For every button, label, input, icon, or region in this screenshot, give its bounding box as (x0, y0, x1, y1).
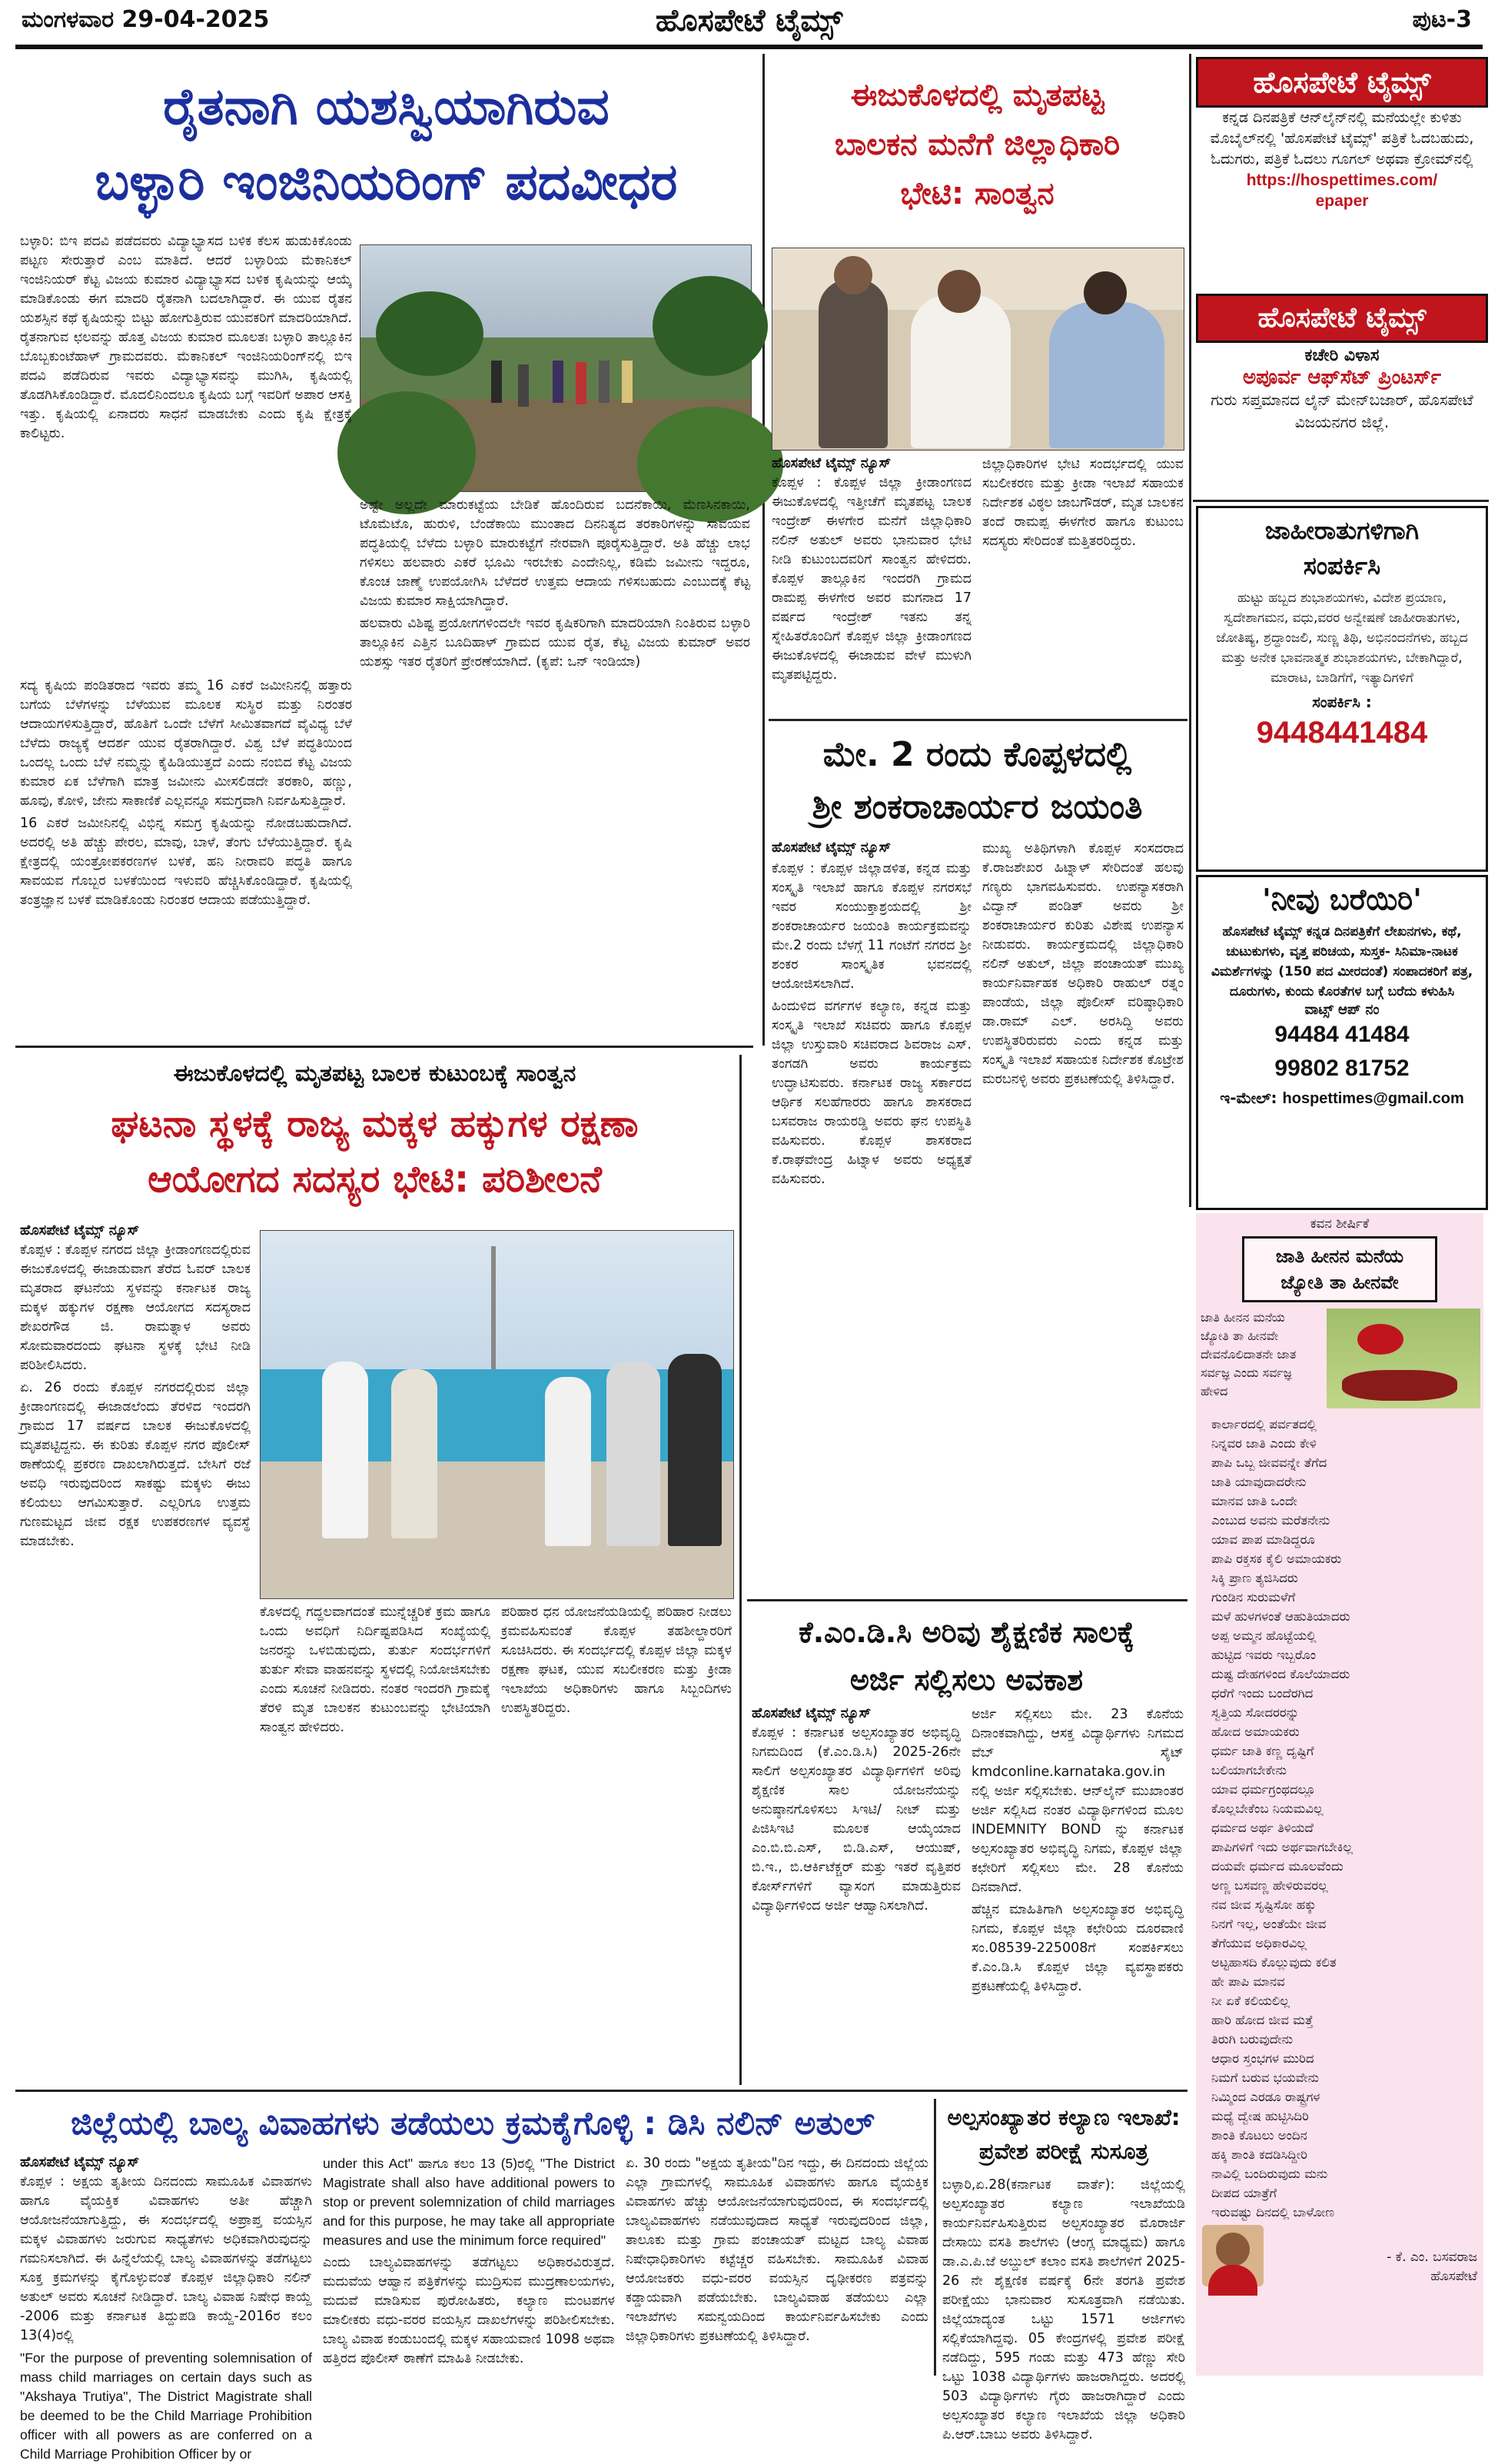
page-number: ಪುಟ-3 (1412, 6, 1472, 33)
article6-byline: ಹೊಸಪೇಟೆ ಟೈಮ್ಸ್ ನ್ಯೂಸ್ (20, 2154, 140, 2170)
article1-body-col1: ಬಳ್ಳಾರಿ: ಬಿಇ ಪದವಿ ಪಡೆದವರು ವಿದ್ಯಾಭ್ಯಾಸದ ಬಳಿಕ ಕೆಲಸ ಹುಡುಕಿಕೊಂಡು ಪಟ್ಟಣ ಸೇರುತ್ತಾರೆ ಎಂಬ ಮಾತಿದೆ. ಆದರೆ ಬಳ್ಳಾರಿಯ ಮೆಕಾನಿಕಲ್ ಇಂಜಿನಿಯರ್ ಕೆಟ್ಟ ವಿಜಯ ಕುಮಾರ ವಿದ್ಯಾಭ್ಯಾಸದ ಬಳಿಕ ಕೃಷಿಯನ್ನು ಆಯ್ಕೆ ಮಾಡಿಕೊಂಡು ಈಗ ಮಾದರಿ ರೈತನಾಗಿ ಬದಲಾಗಿದ್ದಾರೆ. ಈ ಯುವ ರೈತನ ಯಶಸ್ಸಿನ ಕಥೆ ಕೃಷಿಯನ್ನು ಬಿಟ್ಟು ಹೋಗುತ್ತಿರುವ ಯುವಕರಿಗೆ ಮಾದರಿಯಾಗಿದೆ. ರೈತನಾಗುವ ಛಲವನ್ನು ಹೊತ್ತ ವಿಜಯ ಕುಮಾರ ಮೂಲತಃ ಬಳ್ಳಾರಿ ತಾಲ್ಲೂಕಿನ ಬೊಬ್ಬಕುಂಟೆಹಾಳ್ ಗ್ರಾಮದವರು. ಮೆಕಾನಿಕಲ್ ಇಂಜಿನಿಯರಿಂಗ್‌ನಲ್ಲಿ ಬಿಇ ಪದವಿ ಪಡೆದಿರುವ ಇವರು ವಿದ್ಯಾಭ್ಯಾಸವನ್ನು ಮುಗಿಸಿ, ಕೃಷಿಯಲ್ಲಿ ತೊಡಗಿಸಿಕೊಂಡಿದ್ದಾರೆ. ಮೊದಲಿನಿಂದಲೂ ಕೃಷಿಯ ಬಗ್ಗೆ ಇವರಿಗೆ ಅಪಾರ ಆಸಕ್ತಿ ಇತ್ತು. ಕೃಷಿಯಲ್ಲಿ ಏನಾದರು ಸಾಧನೆ ಮಾಡಬೇಕು ಎಂದು ಕೃಷಿ ಕ್ಷೇತ್ರಕ್ಕೆ ಕಾಲಿಟ್ಟರು. (20, 234, 352, 441)
epaper-link-suffix[interactable]: epaper (1315, 192, 1369, 210)
poem-author-place: ಹೊಸಪೇಟೆ (1430, 2269, 1477, 2284)
ads-box: ಜಾಹೀರಾತುಗಳಿಗಾಗಿ ಸಂಪರ್ಕಿಸಿ ಹುಟ್ಟು ಹಬ್ಬದ ಶುಭಾಶಯಗಳು, ವಿದೇಶ ಪ್ರಯಾಣ, ಸ್ವದೇಶಾಗಮನ, ವಧು,ವರರ ಅನ್ವೇಷಣೆ ಜಾಹೀರಾತುಗಳು, ಜೋತಿಷ್ಯ, ಶ್ರದ್ಧಾಂಜಲಿ, ಸುಣ್ಣ ತಿಥಿ, ಅಭಿನಂದನೆಗಳು, ಹಬ್ಬದ ಮತ್ತು ಅನೇಕ ಭಾವನಾತ್ಮಕ ಶುಭಾಶಯಗಳು, ಬೇಕಾಗಿದ್ದಾರೆ, ಮಾರಾಟ, ಬಾಡಿಗೆಗೆ, ಇತ್ಯಾದಿಗಳಿಗೆ ಸಂಪರ್ಕಿಸಿ : 9448441484 (1196, 506, 1488, 872)
poem-intro: ಜಾತಿ ಹೀನನ ಮನೆಯ ಜ್ಯೋತಿ ತಾ ಹೀನವೇ ದೇವನೊಲಿದಾತನೇ ಜಾತ ಸರ್ವಜ್ಞ ಎಂದು ಸರ್ವಜ್ಞ ಹೇಳಿದ (1201, 1310, 1297, 1398)
section-rule (769, 719, 1187, 721)
article5-headline: ಕೆ.ಎಂ.ಡಿ.ಸಿ ಅರಿವು ಶೈಕ್ಷಣಿಕ ಸಾಲಕ್ಕೆ ಅರ್ಜಿ ಸಲ್ಲಿಸಲು ಅವಕಾಶ (799, 1615, 1134, 1697)
masthead: ಹೊಸಪೇಟೆ ಟೈಮ್ಸ್ (655, 3, 843, 38)
ads-phone[interactable]: 9448441484 (1256, 716, 1428, 750)
section-rule (15, 2090, 1187, 2092)
article4-body-col1: ಕೊಪ್ಪಳ : ಕೊಪ್ಪಳ ನಗರದ ಜಿಲ್ಲಾ ಕ್ರೀಡಾಂಗಣದಲ್ಲಿರುವ ಈಜುಕೊಳದಲ್ಲಿ ಈಜಾಡುವಾಗ ತೆರೆದ ಓವರ್ ಬಾಲಕ ಮೃತರಾದ ಘಟನೆಯ ಸ್ಥಳವನ್ನು ಕರ್ನಾಟಕ ರಾಜ್ಯ ಮಕ್ಕಳ ಹಕ್ಕುಗಳ ರಕ್ಷಣಾ ಆಯೋಗದ ಸದಸ್ಯರಾದ ಶೇಖರಗೌಡ ಜಿ. ರಾಮತ್ನಾಳ ಅವರು ಸೋಮವಾರದಂದು ಘಟನಾ ಸ್ಥಳಕ್ಕೆ ಭೇಟಿ ನೀಡಿ ಪರಿಶೀಲಿಸಿದರು. ಏ. 26 ರಂದು ಕೊಪ್ಪಳ ನಗರದಲ್ಲಿರುವ ಜಿಲ್ಲಾ ಕ್ರೀಡಾಂಗಣದಲ್ಲಿ ಈಜಾಡಲೆಂದು ತೆರಳಿದ ಇಂದರಗಿ ಗ್ರಾಮದ 17 ವರ್ಷದ ಬಾಲಕ ಈಜುಕೊಳದಲ್ಲಿ ಮೃತಪಟ್ಟಿದ್ದನು. ಈ ಕುರಿತು ಕೊಪ್ಪಳ ನಗರ ಪೊಲೀಸ್ ಠಾಣೆಯಲ್ಲಿ ಪ್ರಕರಣ ದಾಖಲಾಗಿರುತ್ತದೆ. ಬೇಸಿಗೆ ರಜೆ ಅವಧಿ ಇರುವುದರಿಂದ ಸಾಕಷ್ಟು ಮಕ್ಕಳು ಈಜು ಕಲಿಯಲು ಆಗಮಿಸುತ್ತಾರೆ. ಎಲ್ಲರಿಗೂ ಉತ್ತಮ ಗುಣಮಟ್ಟದ ಜೀವ ರಕ್ಷಕ ಉಪಕರಣಗಳ ವ್ಯವಸ್ಥೆ ಮಾಡಬೇಕು. (20, 1242, 251, 1549)
article4-headline: ಘಟನಾ ಸ್ಥಳಕ್ಕೆ ರಾಜ್ಯ ಮಕ್ಕಳ ಹಕ್ಕುಗಳ ರಕ್ಷಣಾ ಆಯೋಗದ ಸದಸ್ಯರ ಭೇಟಿ: ಪರಿಶೀಲನೆ (111, 1102, 639, 1201)
article3-byline: ಹೊಸಪೇಟೆ ಟೈಮ್ಸ್ ನ್ಯೂಸ್ (772, 840, 892, 856)
poem-panel (1196, 1213, 1483, 2376)
article1-body-col1b: ಸದ್ಯ ಕೃಷಿಯ ಪಂಡಿತರಾದ ಇವರು ತಮ್ಮ 16 ಎಕರೆ ಜಮೀನಿನಲ್ಲಿ ಹತ್ತಾರು ಬಗೆಯ ಬೆಳೆಗಳನ್ನು ಬೆಳೆಯುವ ಮೂಲಕ ಸುಸ್ಥಿರ ಮತ್ತು ನಿರಂತರ ಆದಾಯಗಳಿಸುತ್ತಿದ್ದಾರೆ, ಹೊತಿಗೆ ಒಂದೇ ಬೆಳೆಗೆ ಸೀಮಿತವಾಗದೆ ವೈವಿಧ್ಯ ಬೆಳೆ ಬೆಳೆದು ರಾಜ್ಯಕ್ಕೆ ಆದರ್ಶ ಯುವ ರೈತರಾಗಿದ್ದಾರೆ. ವಿಶ್ವ ಬೆಳೆ ಪದ್ಧತಿಯಿಂದ ಒಂದಲ್ಲ ಒಂದು ಬೆಳೆ ನಮ್ಮನ್ನು ಕೈಹಿಡಿಯುತ್ತದೆ ಎಂದು ನಂಬಿದ ಕೆಟ್ಟ ವಿಜಯ ಕುಮಾರ ಏಕ ಬೆಳೆಗಾಗಿ ಮಾತ್ರ ಜಮೀನು ಮೀಸಲಿಡದೇ ತರಕಾರಿ, ಹಣ್ಣು, ಹೂವು, ಕೋಳಿ, ಜೇನು ಸಾಕಾಣಿಕೆ ಎಲ್ಲವನ್ನೂ ಸಮಗ್ರವಾಗಿ ನಿರ್ವಹಿಸುತ್ತಿದ್ದಾರೆ. 16 ಎಕರೆ ಜಮೀನಿನಲ್ಲಿ ವಿಭಿನ್ನ ಸಮಗ್ರ ಕೃಷಿಯನ್ನು ನೋಡಬಹುದಾಗಿದೆ. ಅದರಲ್ಲಿ ಅತಿ ಹೆಚ್ಚು ಪೇರಲ, ಮಾವು, ಬಾಳೆ, ತೆಂಗು ಬೆಳೆಯುತ್ತಿದ್ದಾರೆ. ಕೃಷಿ ಕ್ಷೇತ್ರದಲ್ಲಿ ಯಂತ್ರೋಪಕರಣಗಳ ಬಳಕೆ, ಹನಿ ನೀರಾವರಿ ಪದ್ಧತಿ ಹಾಗೂ ಸಾವಯವ ಗೊಬ್ಬರ ಬಳಕೆಯಿಂದ ಇಳುವರಿ ಹೆಚ್ಚಿಸಿಕೊಂಡಿದ್ದಾರೆ. ಕೃಷಿಯಲ್ಲಿ ತಂತ್ರಜ್ಞಾನ ಬಳಕೆ ಮಾಡಿಕೊಂಡು ನಿರಂತರ ಆದಾಯ ಪಡೆಯುತ್ತಿದ್ದಾರೆ. (20, 678, 352, 908)
column-rule (762, 54, 765, 1046)
section-rule (747, 1599, 1187, 1601)
article6-body-col1: ಕೊಪ್ಪಳ : ಅಕ್ಷಯ ತೃತೀಯ ದಿನದಂದು ಸಾಮೂಹಿಕ ವಿವಾಹಗಳು ಹಾಗೂ ವೈಯಕ್ತಿಕ ವಿವಾಹಗಳು ಅತೀ ಹೆಚ್ಚಾಗಿ ಆಯೋಜನೆಯಾಗುತ್ತಿದ್ದು, ಈ ಸಂದರ್ಭದಲ್ಲಿ ಅಪ್ರಾಪ್ತ ವಯಸ್ಸಿನ ಮಕ್ಕಳ ವಿವಾಹಗಳು ಜರುಗುವ ಸಾಧ್ಯತೆಗಳು ಅಧಿಕವಾಗಿರುವುದನ್ನು ಗಮನಿಸಲಾಗಿದೆ. ಈ ಹಿನ್ನೆಲೆಯಲ್ಲಿ ಬಾಲ್ಯ ವಿವಾಹಗಳನ್ನು ತಡೆಗಟ್ಟಲು ಸೂಕ್ತ ಕ್ರಮಗಳನ್ನು ಕೈಗೊಳ್ಳುವಂತೆ ಕೊಪ್ಪಳ ಜಿಲ್ಲಾಧಿಕಾರಿ ನಲಿನ್ ಅತುಲ್ ಅವರು ಸೂಚನೆ ನೀಡಿದ್ದಾರೆ. ಬಾಲ್ಯ ವಿವಾಹ ನಿಷೇಧ ಕಾಯ್ದೆ -2006 ಮತ್ತು ಕರ್ನಾಟಕ ತಿದ್ದುಪಡಿ ಕಾಯ್ದೆ-2016ರ ಕಲಂ 13(4)ರಲ್ಲಿ "For the purpose of preventing solemnisation of mass child marriages on certain days such as "Akshaya Trutiya", The District Magistrate shall be deemed to be the Child Marriage Prohibition officer with all powers as are conferred on a Child Marriage Prohibition Officer by or (20, 2174, 312, 2462)
dc-visit-photo (772, 248, 1184, 451)
poem-illustration (1327, 1308, 1480, 1408)
article5-byline: ಹೊಸಪೇಟೆ ಟೈಮ್ಸ್ ನ್ಯೂಸ್ (752, 1705, 872, 1721)
article6-body-col3: ಏ. 30 ರಂದು "ಅಕ್ಷಯ ತೃತೀಯ"ದಿನ ಇದ್ದು, ಈ ದಿನದಂದು ಜಿಲ್ಲೆಯ ಎಲ್ಲಾ ಗ್ರಾಮಗಳಲ್ಲಿ ಸಾಮೂಹಿಕ ವಿವಾಹಗಳು ಹಾಗೂ ವೈಯಕ್ತಿಕ ವಿವಾಹಗಳು ಹೆಚ್ಚು ಆಯೋಜನೆಯಾಗುವುದರಿಂದ, ಈ ಸಂದರ್ಭದಲ್ಲಿ ಬಾಲ್ಯವಿವಾಹಗಳು ನಡೆಯುವುದಾದ ಸಾಧ್ಯತೆ ಇರುವುದರಿಂದ ಜಿಲ್ಲಾ, ತಾಲೂಕು ಮತ್ತು ಗ್ರಾಮ ಪಂಚಾಯತ್ ಮಟ್ಟದ ಬಾಲ್ಯ ವಿವಾಹ ನಿಷೇಧಾಧಿಕಾರಿಗಳು ಕಟ್ಟೆಚ್ಚರ ವಹಿಸಬೇಕು. ಸಾಮೂಹಿಕ ವಿವಾಹ ಆಯೋಜಕರು ವಧು-ವರರ ವಯಸ್ಸಿನ ದೃಢೀಕರಣ ಪತ್ರವನ್ನು ಕಡ್ಡಾಯವಾಗಿ ಪಡೆಯಬೇಕು. ಬಾಲ್ಯವಿವಾಹ ತಡೆಯಲು ಎಲ್ಲಾ ಇಲಾಖೆಗಳು ಸಮನ್ವಯದಿಂದ ಕಾರ್ಯನಿರ್ವಹಿಸಬೇಕು ಎಂದು ಜಿಲ್ಲಾಧಿಕಾರಿಗಳು ಪ್ರಕಟಣೆಯಲ್ಲಿ ತಿಳಿಸಿದ್ದಾರೆ. (626, 2156, 928, 2344)
article6-body-col2: under this Act" ಹಾಗೂ ಕಲಂ 13 (5)ರಲ್ಲಿ "The District Magistrate shall also have additional powers to stop or prevent solemnization of child marriages and for this purpose, he may take all appropriate measures and use the minimum force required" ಎಂದು ಬಾಲ್ಯವಿವಾಹಗಳನ್ನು ತಡೆಗಟ್ಟಲು ಅಧಿಕಾರವಿರುತ್ತದೆ. ಮದುವೆಯ ಆಹ್ವಾನ ಪತ್ರಿಕೆಗಳನ್ನು ಮುದ್ರಿಸುವ ಮುದ್ರಣಾಲಯಗಳು, ಮದುವೆ ಮಾಡಿಸುವ ಪುರೋಹಿತರು, ಕಲ್ಯಾಣ ಮಂಟಪಗಳ ಮಾಲೀಕರು ವಧು-ವರರ ವಯಸ್ಸಿನ ದಾಖಲೆಗಳನ್ನು ಪರಿಶೀಲಿಸಬೇಕು. ಬಾಲ್ಯ ವಿವಾಹ ಕಂಡುಬಂದಲ್ಲಿ ಮಕ್ಕಳ ಸಹಾಯವಾಣಿ 1098 ಅಥವಾ ಹತ್ತಿರದ ಪೊಲೀಸ್ ಠಾಣೆಗೆ ಮಾಹಿತಿ ನೀಡಬೇಕು. (323, 2156, 615, 2366)
article4-body-col3: ಪರಿಹಾರ ಧನ ಯೋಜನೆಯಡಿಯಲ್ಲಿ ಪರಿಹಾರ ನೀಡಲು ಕ್ರಮವಹಿಸುವಂತೆ ಕೊಪ್ಪಳ ತಹಶೀಲ್ದಾರರಿಗೆ ಸೂಚಿಸಿದರು. ಈ ಸಂದರ್ಭದಲ್ಲಿ ಕೊಪ್ಪಳ ಜಿಲ್ಲಾ ಮಕ್ಕಳ ರಕ್ಷಣಾ ಘಟಕ, ಯುವ ಸಬಲೀಕರಣ ಮತ್ತು ಕ್ರೀಡಾ ಇಲಾಖೆಯ ಅಧಿಕಾರಿಗಳು ಹಾಗೂ ಸಿಬ್ಬಂದಿಗಳು ಉಪಸ್ಥಿತರಿದ್ದರು. (501, 1604, 732, 1716)
article1-body-col2: ಅಷ್ಟೇ ಅಲ್ಲದೇ ಮಾರುಕಟ್ಟೆಯ ಬೇಡಿಕೆ ಹೊಂದಿರುವ ಬದನೆಕಾಯಿ, ಮೆಣಸಿನಕಾಯಿ, ಟೊಮೆಟೊ, ಹುರುಳಿ, ಬೆಂಡೆಕಾಯಿ ಮುಂತಾದ ದಿನನಿತ್ಯದ ತರಕಾರಿಗಳನ್ನು ಸಾವಯವ ಪದ್ಧತಿಯಲ್ಲಿ ಬೆಳೆದು ಬಳ್ಳಾರಿ ಮಾರುಕಟ್ಟೆಗೆ ನೇರವಾಗಿ ಪೂರೈಸುತ್ತಿದ್ದಾರೆ. ಅತಿ ಹೆಚ್ಚು ಲಾಭ ಗಳಿಸಲು ಹಲವಾರು ಎಕರೆ ಭೂಮಿ ಇರಬೇಕು ಎಂದೇನಿಲ್ಲ, ಕಡಿಮೆ ಜಮೀನು ಇದ್ದರೂ, ಕೊಂಚ ಜಾಣ್ಮೆ ಉಪಯೋಗಿಸಿ ಬೆಳೆದರೆ ಉತ್ತಮ ಆದಾಯ ಗಳಿಸಬಹುದು ಎಂಬುದಕ್ಕೆ ಕೆಟ್ಟ ವಿಜಯ ಕುಮಾರ ಸಾಕ್ಷಿಯಾಗಿದ್ದಾರೆ. ಹಲವಾರು ವಿಶಿಷ್ಟ ಪ್ರಯೋಗಗಳಿಂದಲೇ ಇವರ ಕೃಷಿಕರಿಗಾಗಿ ಮಾದರಿಯಾಗಿ ನಿಂತಿರುವ ಬಳ್ಳಾರಿ ತಾಲ್ಲೂಕಿನ ಎತ್ತಿನ ಬೂದಿಹಾಳ್ ಗ್ರಾಮದ ಯುವ ರೈತ, ಕೆಟ್ಟ ವಿಜಯ ಕುಮಾರ್ ಅವರ ಯಶಸ್ಸು ಇತರ ರೈತರಿಗೆ ಪ್ರೇರಣೆಯಾಗಿದೆ. (ಕೃಪೆ: ಒನ್ ಇಂಡಿಯಾ) (360, 497, 750, 670)
article4-body-col2: ಕೊಳದಲ್ಲಿ ಗದ್ದಲವಾಗದಂತೆ ಮುನ್ನೆಚ್ಚರಿಕೆ ಕ್ರಮ ಹಾಗೂ ಒಂದು ಅವಧಿಗೆ ನಿರ್ದಿಷ್ಟಪಡಿಸಿದ ಸಂಖ್ಯೆಯಲ್ಲಿ ಜನರನ್ನು ಒಳಬಿಡುವುದು, ತುರ್ತು ಸಂದರ್ಭಗಳಿಗೆ ತುರ್ತು ಸೇವಾ ವಾಹನವನ್ನು ಸ್ಥಳದಲ್ಲಿ ನಿಯೋಜಿಸಬೇಕು ಎಂದು ಸೂಚನೆ ನೀಡಿದರು. ನಂತರ ಇಂದರಗಿ ಗ್ರಾಮಕ್ಕೆ ತೆರಳಿ ಮೃತ ಬಾಲಕನ ಕುಟುಂಬವನ್ನು ಭೇಟಿಯಾಗಿ ಸಾಂತ್ವನ ಹೇಳಿದರು. (260, 1604, 490, 1735)
article7-body: ಬಳ್ಳಾರಿ,ಏ.28(ಕರ್ನಾಟಕ ವಾರ್ತೆ): ಜಿಲ್ಲೆಯಲ್ಲಿ ಅಲ್ಪಸಂಖ್ಯಾತರ ಕಲ್ಯಾಣ ಇಲಾಖೆಯಡಿ ಕಾರ್ಯನಿರ್ವಹಿಸುತ್ತಿರುವ ಅಲ್ಪಸಂಖ್ಯಾತರ ಮೊರಾರ್ಜಿ ದೇಸಾಯಿ ವಸತಿ ಶಾಲೆಗಳು (ಆಂಗ್ಲ ಮಾಧ್ಯಮ) ಹಾಗೂ ಡಾ.ಎ.ಪಿ.ಜೆ ಅಬ್ದುಲ್ ಕಲಾಂ ವಸತಿ ಶಾಲೆಗಳಿಗೆ 2025-26 ನೇ ಶೈಕ್ಷಣಿಕ ವರ್ಷಕ್ಕೆ 6ನೇ ತರಗತಿ ಪ್ರವೇಶ ಪರೀಕ್ಷೆಯು ಭಾನುವಾರ ಸುಸೂತ್ರವಾಗಿ ನಡೆಯಿತು. ಜಿಲ್ಲೆಯಾದ್ಯಂತ ಒಟ್ಟು 1571 ಅರ್ಜಿಗಳು ಸಲ್ಲಿಕೆಯಾಗಿದ್ದವು. 05 ಕೇಂದ್ರಗಳಲ್ಲಿ ಪ್ರವೇಶ ಪರೀಕ್ಷೆ ನಡೆದಿದ್ದು, 595 ಗಂಡು ಮತ್ತು 473 ಹೆಣ್ಣು ಸೇರಿ ಒಟ್ಟು 1038 ವಿದ್ಯಾರ್ಥಿಗಳು ಹಾಜರಾಗಿದ್ದರು. ಅದರಲ್ಲಿ 503 ವಿದ್ಯಾರ್ಥಿಗಳು ಗೈರು ಹಾಜರಾಗಿದ್ದಾರೆ ಎಂದು ಅಲ್ಪಸಂಖ್ಯಾತರ ಕಲ್ಯಾಣ ಇಲಾಖೆಯ ಜಿಲ್ಲಾ ಅಧಿಕಾರಿ ಪಿ.ಆರ್.ಬಾಬು ಅವರು ತಿಳಿಸಿದ್ದಾರೆ. (942, 2177, 1185, 2442)
epaper-link[interactable]: https://hospettimes.com/ (1246, 171, 1438, 189)
article7-headline: ಅಲ್ಪಸಂಖ್ಯಾತರ ಕಲ್ಯಾಣ ಇಲಾಖೆ: ಪ್ರವೇಶ ಪರೀಕ್ಷೆ ಸುಸೂತ್ರ (947, 2104, 1181, 2164)
section-rule (15, 1046, 753, 1048)
author-photo (1202, 2225, 1264, 2286)
poem-author: - ಕೆ. ಎಂ. ಬಸವರಾಜ (1387, 2250, 1477, 2265)
poem-body: ಕಾರ್ಲಾರದಲ್ಲಿ ಪರ್ವತದಲ್ಲಿ ನಿನ್ನವರ ಜಾತಿ ಎಂದು ಕೇಳಿ ಪಾಪಿ ಒಬ್ಬ ಜೀವವನ್ನೇ ತೆಗೆದ ಜಾತಿ ಯಾವುದಾದರೇನು ಮಾನವ ಜಾತಿ ಒಂದೇ ಎಂಬುದ ಅವನು ಮರೆತನೇನು ಯಾವ ಪಾಪ ಮಾಡಿದ್ದರೂ ಪಾಪಿ ರಕ್ತಸಕ ಕೈಲಿ ಅಮಾಯಕರು ಸಿಕ್ಕಿ ಪ್ರಾಣ ತ್ಯಜಿಸಿದರು ಗುಂಡಿನ ಸುರುಮಳೆಗೆ ಮಳೆ ಹುಳಗಳಂತೆ ಆಹುತಿಯಾದರು ಅಪ್ಪ ಅಮ್ಮನ ಹೊಟ್ಟೆಯಲ್ಲಿ ಹುಟ್ಟಿದ ಇವರು ಇಬ್ಬರೊಂ ದುಷ್ಟ ದೇಹಗಳಿಂದ ಕೊಲೆಯಾದರು ಧರೆಗೆ ಇಂದು ಬಂದೆರಗಿದ ಸ್ವತ್ತಿಯ ಸೋದರರನ್ನು ಹೋದ ಅಮಾಯಕರು ಧರ್ಮ ಜಾತಿ ಕಣ್ಣ ದೃಷ್ಟಿಗೆ ಬಲಿಯಾಗಬೇಕೇನು ಯಾವ ಧರ್ಮಗ್ರಂಥದಲ್ಲೂ ಕೊಲ್ಲಬೇಕೆಂಬ ನಿಯಮವಿಲ್ಲ ಧರ್ಮದ ಅರ್ಥ ತಿಳಿಯದೆ ಪಾಪಿಗಳಿಗೆ ಇದು ಅರ್ಥವಾಗಬೇಕಿಲ್ಲ ದಯವೇ ಧರ್ಮದ ಮೂಲವೆಂದು ಅಣ್ಣ ಬಸವಣ್ಣ ಹೇಳಿರುವರಲ್ಲ ನವ ಜೀವ ಸೃಷ್ಟಿಸೋ ಹಕ್ಕು ನಿನಗೆ ಇಲ್ಲ, ಅಂತೆಯೇ ಜೀವ ತೆಗೆಯುವ ಅಧಿಕಾರವಿಲ್ಲ ಅಟ್ಟಹಾಸದಿ ಕೊಲ್ಲುವುದು ಕಲಿತ ಹೇ ಪಾಪಿ ಮಾನವ ನೀ ಏಕೆ ಕಲಿಯಲಿಲ್ಲ ಹಾರಿ ಹೋದ ಜೀವ ಮತ್ತೆ ತಿರುಗಿ ಬರುವುದೇನು ಆಧಾರ ಸ್ತಂಭಗಳ ಮುರಿದ ನಿಮಗೆ ಬರುವ ಭಯವೇನು ನಿಮ್ಮಿಂದ ಎರಡೂ ರಾಷ್ಟ್ರಗಳ ಮಧ್ಯೆ ದ್ವೇಷ ಹುಟ್ಟಿಸಿದಿರಿ ಶಾಂತಿ ಕೊಟಲು ಅಂದಿನ ಹಕ್ಕಿ ಶಾಂತಿ ಕದಡಿಸಿದ್ದೀರಿ ನಾವಿಲ್ಲಿ ಬಂದಿರುವುದು ಮನು ದೀಪದ ಯಾತ್ರೆಗೆ ಇರುವಷ್ಟು ದಿನದಲ್ಲಿ ಬಾಳೋಣ (1211, 1417, 1354, 2220)
write-phone-1[interactable]: 94484 41484 (1274, 1022, 1410, 1047)
header-rule (15, 45, 1483, 49)
article2-headline: ಈಜುಕೊಳದಲ್ಲಿ ಮೃತಪಟ್ಟ ಬಾಲಕನ ಮನೆಗೆ ಜಿಲ್ಲಾಧಿಕಾರಿ ಭೇಟಿ: ಸಾಂತ್ವನ (834, 78, 1121, 211)
article3-body-col2: ಮುಖ್ಯ ಅತಿಥಿಗಳಾಗಿ ಕೊಪ್ಪಳ ಸಂಸದರಾದ ಕೆ.ರಾಜಶೇಖರ ಹಿಟ್ನಾಳ್ ಸೇರಿದಂತೆ ಹಲವು ಗಣ್ಯರು ಭಾಗವಹಿಸುವರು. ಉಪನ್ಯಾಸಕರಾಗಿ ವಿದ್ವಾನ್ ಪಂಡಿತ್ ಅವರು ಶ್ರೀ ಶಂಕರಾಚಾರ್ಯರ ಕುರಿತು ವಿಶೇಷ ಉಪನ್ಯಾಸ ನೀಡುವರು. ಕಾರ್ಯಕ್ರಮದಲ್ಲಿ ಜಿಲ್ಲಾಧಿಕಾರಿ ನಲಿನ್ ಅತುಲ್, ಜಿಲ್ಲಾ ಪಂಚಾಯತ್ ಮುಖ್ಯ ಕಾರ್ಯನಿರ್ವಾಹಕ ಅಧಿಕಾರಿ ರಾಹುಲ್ ರತ್ನಂ ಪಾಂಡೆಯ, ಜಿಲ್ಲಾ ಪೊಲೀಸ್ ವರಿಷ್ಠಾಧಿಕಾರಿ ಡಾ.ರಾಮ್ ಎಲ್. ಅರಸಿದ್ದಿ ಅವರು ಉಪಸ್ಥಿತರಿರುವರು ಎಂದು ಕನ್ನಡ ಮತ್ತು ಸಂಸ್ಕೃತಿ ಇಲಾಖೆ ಸಹಾಯಕ ನಿರ್ದೇಶಕ ಕೊಟ್ರೇಶ ಮರಬನಳ್ಳಿ ಅವರು ಪ್ರಕಟಣೆಯಲ್ಲಿ ತಿಳಿಸಿದ್ದಾರೆ. (982, 841, 1184, 1087)
write-phone-2[interactable]: 99802 81752 (1274, 1056, 1410, 1081)
sidebar-brand-2: ಹೊಸಪೇಟೆ ಟೈಮ್ಸ್ (1196, 294, 1488, 343)
article2-body-col1: ಕೊಪ್ಪಳ : ಕೊಪ್ಪಳ ಜಿಲ್ಲಾ ಕ್ರೀಡಾಂಗಣದ ಈಜುಕೊಳದಲ್ಲಿ ಇತ್ತೀಚೆಗೆ ಮೃತಪಟ್ಟ ಬಾಲಕ ಇಂದ್ರೇಶ್ ಈಳಗೇರ ಮನೆಗೆ ಜಿಲ್ಲಾಧಿಕಾರಿ ನಲಿನ್ ಅತುಲ್ ಅವರು ಭಾನುವಾರ ಭೇಟಿ ನೀಡಿ ಕುಟುಂಬದವರಿಗೆ ಸಾಂತ್ವನ ಹೇಳಿದರು. ಕೊಪ್ಪಳ ತಾಲ್ಲೂಕಿನ ಇಂದರಗಿ ಗ್ರಾಮದ ರಾಮಪ್ಪ ಈಳಗೇರ ಅವರ ಮಗನಾದ 17 ವರ್ಷದ ಇಂದ್ರೇಶ್ ಇತನು ತನ್ನ ಸ್ನೇಹಿತರೊಂದಿಗೆ ಕೊಪ್ಪಳ ಜಿಲ್ಲಾ ಕ್ರೀಡಾಂಗಣದ ಈಜುಕೊಳದಲ್ಲಿ ಈಜಾಡುವ ವೇಳೆ ಮುಳುಗಿ ಮೃತಪಟ್ಟಿದ್ದರು. (772, 475, 972, 683)
email-link[interactable]: hospettimes@gmail.com (1282, 1090, 1464, 1107)
epaper-box: ಕನ್ನಡ ದಿನಪತ್ರಿಕೆ ಆನ್‌ಲೈನ್‌ನಲ್ಲಿ ಮನೆಯಲ್ಲೇ ಕುಳಿತು ಮೊಬೈಲ್‌ನಲ್ಲಿ 'ಹೊಸಪೇಟೆ ಟೈಮ್ಸ್' ಪತ್ರಿಕೆ ಓದಬಹುದು, ಓದುಗರು, ಪತ್ರಿಕೆ ಓದಲು ಗೂಗಲ್ ಅಥವಾ ಕ್ರೋಮ್‌ನಲ್ಲಿ https://hospettimes.com/ epaper (1196, 108, 1488, 286)
pool-visit-photo (260, 1230, 734, 1599)
article3-headline: ಮೇ. 2 ರಂದು ಕೊಪ್ಪಳದಲ್ಲಿ ಶ್ರೀ ಶಂಕರಾಚಾರ್ಯರ ಜಯಂತಿ (812, 735, 1143, 826)
office-address-box: ಕಚೇರಿ ವಿಳಾಸ ಅಪೂರ್ವ ಆಫ್‌ಸೆಟ್ ಪ್ರಿಂಟರ್ಸ್ ಗುರು ಸಪ್ತಮಾನದ ಲೈನ್ ಮೇನ್‌ಬಜಾರ್, ಹೊಸಪೇಟೆ ವಿಜಯನಗರ ಜಿಲ್ಲೆ. (1211, 346, 1473, 431)
article2-byline: ಹೊಸಪೇಟೆ ಟೈಮ್ಸ್ ನ್ಯೂಸ್ (772, 455, 892, 471)
farm-photo (360, 244, 752, 492)
column-rule (739, 1055, 742, 2085)
column-rule (934, 2099, 936, 2376)
column-rule (1189, 54, 1191, 1207)
poem-title: ಜಾತಿ ಹೀನನ ಮನೆಯ ಜ್ಯೋತಿ ತಾ ಹೀನವೇ (1242, 1236, 1437, 1302)
article2-body-col2: ಜಿಲ್ಲಾಧಿಕಾರಿಗಳ ಭೇಟಿ ಸಂದರ್ಭದಲ್ಲಿ ಯುವ ಸಬಲೀಕರಣ ಮತ್ತು ಕ್ರೀಡಾ ಇಲಾಖೆ ಸಹಾಯಕ ನಿರ್ದೇಶಕ ವಿಠ್ಠಲ ಜಾಬಗೌಡರ್, ಮೃತ ಬಾಲಕನ ತಂದೆ ರಾಮಪ್ಪ ಈಳಗೇರ ಹಾಗೂ ಕುಟುಂಬ ಸದಸ್ಯರು ಸೇರಿದಂತೆ ಮತ್ತಿತರರಿದ್ದರು. (982, 457, 1184, 549)
article5-body-col2: ಅರ್ಜಿ ಸಲ್ಲಿಸಲು ಮೇ. 23 ಕೊನೆಯ ದಿನಾಂಕವಾಗಿದ್ದು, ಆಸಕ್ತ ವಿದ್ಯಾರ್ಥಿಗಳು ನಿಗಮದ ವೆಬ್ ಸೈಟ್ kmdconline.karnataka.gov.in ನಲ್ಲಿ ಅರ್ಜಿ ಸಲ್ಲಿಸಬೇಕು. ಆನ್‌ಲೈನ್ ಮುಖಾಂತರ ಅರ್ಜಿ ಸಲ್ಲಿಸಿದ ನಂತರ ವಿದ್ಯಾರ್ಥಿಗಳಿಂದ ಮೂಲ INDEMNITY BOND ನ್ನು ಕರ್ನಾಟಕ ಅಲ್ಪಸಂಖ್ಯಾತರ ಅಭಿವೃದ್ಧಿ ನಿಗಮ, ಕೊಪ್ಪಳ ಜಿಲ್ಲಾ ಕಛೇರಿಗೆ ಸಲ್ಲಿಸಲು ಮೇ. 28 ಕೊನೆಯ ದಿನವಾಗಿದೆ. ಹೆಚ್ಚಿನ ಮಾಹಿತಿಗಾಗಿ ಅಲ್ಪಸಂಖ್ಯಾತರ ಅಭಿವೃದ್ಧಿ ನಿಗಮ, ಕೊಪ್ಪಳ ಜಿಲ್ಲಾ ಕಛೇರಿಯ ದೂರವಾಣಿ ಸಂ.08539-225008ಗೆ ಸಂಪರ್ಕಿಸಲು ಕೆ.ಎಂ.ಡಿ.ಸಿ ಕೊಪ್ಪಳ ಜಿಲ್ಲಾ ವ್ಯವಸ್ಥಾಪಕರು ಪ್ರಕಟಣೆಯಲ್ಲಿ ತಿಳಿಸಿದ್ದಾರೆ. (972, 1707, 1184, 1994)
write-to-us-box: 'ನೀವು ಬರೆಯಿರಿ' ಹೊಸಪೇಟೆ ಟೈಮ್ಸ್ ಕನ್ನಡ ದಿನಪತ್ರಿಕೆಗೆ ಲೇಖನಗಳು, ಕಥೆ, ಚುಟುಕುಗಳು, ವೃತ್ತ ಪರಿಚಯ, ಸುಸ್ತಕ- ಸಿನಿಮಾ-ನಾಟಕ ವಿಮರ್ಶೆಗಳನ್ನು (150 ಪದ ಮೀರದಂತೆ) ಸಂಪಾದಕರಿಗೆ ಪತ್ರ, ದೂರುಗಳು, ಕುಂದು ಕೊರತೆಗಳ ಬಗ್ಗೆ ಬರೆದು ಕಳುಹಿಸಿ ವಾಟ್ಸ್ ಆಪ್ ನಂ 94484 41484 99802 81752 ಇ-ಮೇಲ್: hospettimes@gmail.com (1196, 875, 1488, 1210)
article4-kicker: ಈಜುಕೊಳದಲ್ಲಿ ಮೃತಪಟ್ಟ ಬಾಲಕ ಕುಟುಂಬಕ್ಕೆ ಸಾಂತ್ವನ (173, 1060, 576, 1087)
article3-body-col1: ಕೊಪ್ಪಳ : ಕೊಪ್ಪಳ ಜಿಲ್ಲಾಡಳಿತ, ಕನ್ನಡ ಮತ್ತು ಸಂಸ್ಕೃತಿ ಇಲಾಖೆ ಹಾಗೂ ಕೊಪ್ಪಳ ನಗರಸಭೆ ಇವರ ಸಂಯುಕ್ತಾಶ್ರಯದಲ್ಲಿ ಶ್ರೀ ಶಂಕರಾಚಾರ್ಯರ ಜಯಂತಿ ಕಾರ್ಯಕ್ರಮವನ್ನು ಮೇ.2 ರಂದು ಬೆಳಗ್ಗೆ 11 ಗಂಟೆಗೆ ನಗರದ ಶ್ರೀ ಶಂಕರ ಸಾಂಸ್ಕೃತಿಕ ಭವನದಲ್ಲಿ ಆಯೋಜಿಸಲಾಗಿದೆ. ಹಿಂದುಳಿದ ವರ್ಗಗಳ ಕಲ್ಯಾಣ, ಕನ್ನಡ ಮತ್ತು ಸಂಸ್ಕೃತಿ ಇಲಾಖೆ ಸಚಿವರು ಹಾಗೂ ಕೊಪ್ಪಳ ಜಿಲ್ಲಾ ಉಸ್ತುವಾರಿ ಸಚಿವರಾದ ಶಿವರಾಜ ಎಸ್. ತಂಗಡಗಿ ಅವರು ಕಾರ್ಯಕ್ರಮ ಉದ್ಘಾಟಿಸುವರು. ಕರ್ನಾಟಕ ರಾಜ್ಯ ಸರ್ಕಾರದ ಆರ್ಥಿಕ ಸಲಹೆಗಾರರು ಹಾಗೂ ಶಾಸಕರಾದ ಬಸವರಾಜ ರಾಯರಡ್ಡಿ ಅವರು ಘನ ಉಪಸ್ಥಿತಿ ವಹಿಸುವರು. ಕೊಪ್ಪಳ ಶಾಸಕರಾದ ಕೆ.ರಾಘವೇಂದ್ರ ಹಿಟ್ನಾಳ ಅವರು ಅಧ್ಯಕ್ಷತೆ ವಹಿಸುವರು. (772, 861, 972, 1187)
issue-date: ಮಂಗಳವಾರ 29-04-2025 (22, 6, 270, 33)
article5-body-col1: ಕೊಪ್ಪಳ : ಕರ್ನಾಟಕ ಅಲ್ಪಸಂಖ್ಯಾತರ ಅಭಿವೃದ್ಧಿ ನಿಗಮದಿಂದ (ಕೆ.ಎಂ.ಡಿ.ಸಿ) 2025-26ನೇ ಸಾಲಿಗೆ ಅಲ್ಪಸಂಖ್ಯಾತರ ವಿದ್ಯಾರ್ಥಿಗಳಿಗೆ ಅರಿವು ಶೈಕ್ಷಣಿಕ ಸಾಲ ಯೋಜನೆಯನ್ನು ಅನುಷ್ಠಾನಗೊಳಿಸಲು ಸಿಇಟಿ/ ನೀಟ್ ಮತ್ತು ಪಿಜಿಸಿಇಟಿ ಮೂಲಕ ಆಯ್ಕೆಯಾದ ಎಂ.ಬಿ.ಬಿ.ಎಸ್, ಬಿ.ಡಿ.ಎಸ್, ಆಯುಷ್, ಬಿ.ಇ., ಬಿ.ಆರ್ಕಿಟೆಕ್ಚರ್ ಮತ್ತು ಇತರೆ ವೃತ್ತಿಪರ ಕೋರ್ಸ್‌ಗಳಿಗೆ ವ್ಯಾಸಂಗ ಮಾಡುತ್ತಿರುವ ವಿದ್ಯಾರ್ಥಿಗಳಿಂದ ಅರ್ಜಿ ಆಹ್ವಾನಿಸಲಾಗಿದೆ. (752, 1725, 961, 1914)
sidebar-brand-1: ಹೊಸಪೇಟೆ ಟೈಮ್ಸ್ (1196, 57, 1488, 108)
article4-byline: ಹೊಸಪೇಟೆ ಟೈಮ್ಸ್ ನ್ಯೂಸ್ (20, 1222, 140, 1239)
poem-section-label: ಕವನ ಶೀರ್ಷಿಕೆ (1310, 1216, 1370, 1232)
article1-headline: ರೈತನಾಗಿ ಯಶಸ್ವಿಯಾಗಿರುವ ಬಳ್ಳಾರಿ ಇಂಜಿನಿಯರಿಂಗ್ ಪದವೀಧರ (95, 77, 678, 211)
article6-headline: ಜಿಲ್ಲೆಯಲ್ಲಿ ಬಾಲ್ಯ ವಿವಾಹಗಳು ತಡೆಯಲು ಕ್ರಮಕೈಗೊಳ್ಳಿ : ಡಿಸಿ ನಲಿನ್ ಅತುಲ್ (71, 2104, 875, 2142)
sidebar-rule (1193, 500, 1489, 502)
